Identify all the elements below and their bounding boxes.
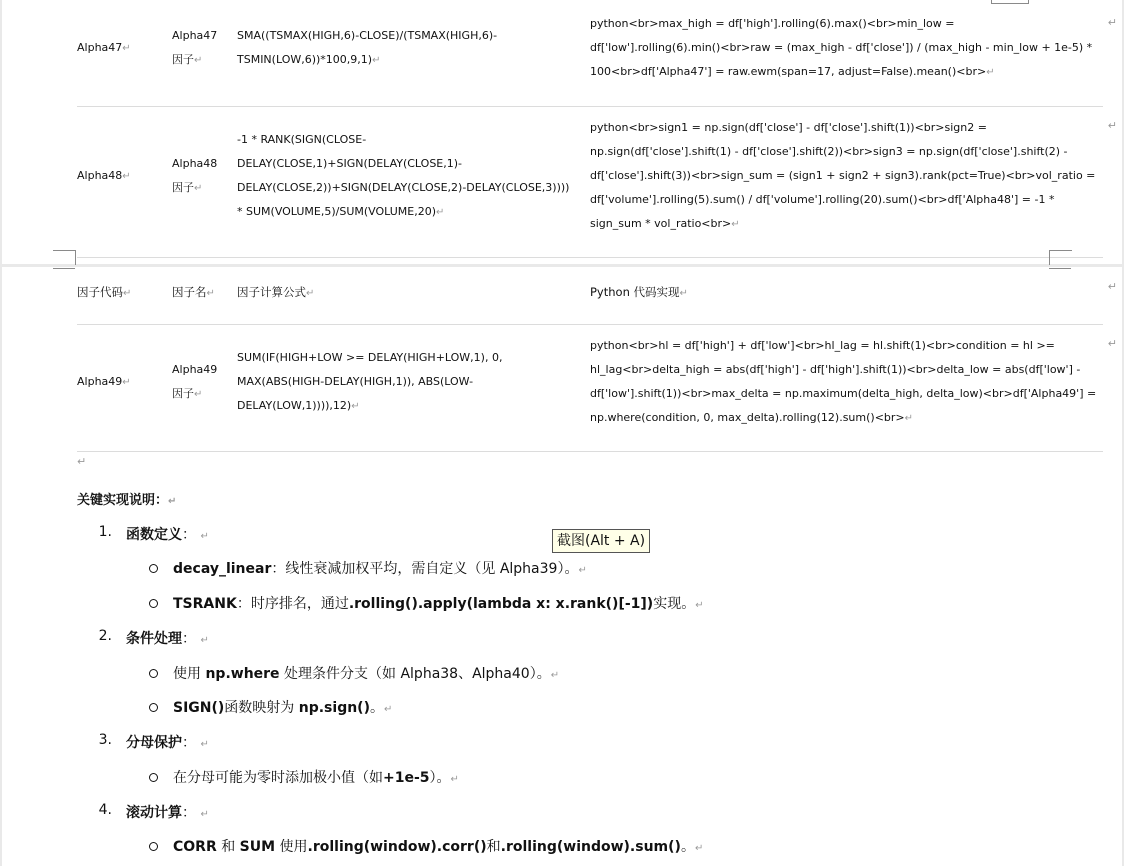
python-code-line: np.where(condition, 0, max_delta).rolling(12).sum()<br>	[590, 411, 905, 424]
list-item: 条件处理： ↵	[126, 631, 209, 647]
python-code-line: python<br>hl = df['high'] + df['low']<br>hl_lag = hl.shift(1)<br>condition = hl >=	[590, 339, 1055, 352]
bullet-circle-icon	[149, 842, 158, 851]
list-item: SIGN()函数映射为 np.sign()。↵	[173, 700, 393, 716]
page-corner-marker	[53, 250, 76, 265]
header-formula: 因子计算公式	[237, 285, 306, 299]
python-code-line: python<br>sign1 = np.sign(df['close'] - df['close'].shift(1))<br>sign2 =	[590, 121, 987, 134]
list-number: 3.	[98, 732, 112, 748]
list-number: 4.	[98, 802, 112, 818]
python-code-line: hl_lag<br>delta_high = abs(df['high'] - df['high'].shift(1))<br>delta_low = abs(df['low'] -	[590, 363, 1081, 376]
header-python: Python 代码实现	[590, 285, 680, 299]
list-item: decay_linear：线性衰减加权平均，需自定义（见 Alpha39）。↵	[173, 561, 587, 577]
row-end-mark: ↵	[1107, 280, 1117, 293]
row-end-mark: ↵	[1107, 337, 1117, 350]
list-item: 分母保护： ↵	[126, 735, 209, 751]
list-item: 函数定义： ↵	[126, 527, 209, 543]
bullet-circle-icon	[149, 669, 158, 678]
factor-code: Alpha47	[77, 41, 123, 54]
screenshot-tooltip: 截图(Alt + A)	[552, 529, 650, 553]
factor-code: Alpha48	[77, 169, 123, 182]
paragraph-mark: ↵	[77, 455, 87, 468]
factor-formula-line: DELAY(CLOSE,2))+SIGN(DELAY(CLOSE,2)-DELAY(CLOSE,3))))	[237, 181, 570, 194]
list-item: 在分母可能为零时添加极小值（如+1e-5）。↵	[173, 770, 459, 786]
list-number: 2.	[98, 628, 112, 644]
list-item: 使用 np.where 处理条件分支（如 Alpha38、Alpha40）。↵	[173, 666, 560, 682]
row-end-mark: ↵	[1107, 119, 1117, 132]
python-code-line: df['volume'].rolling(5).sum() / df['volume'].rolling(20).sum()<br>df['Alpha48'] = -1 *	[590, 193, 1055, 206]
factor-name: Alpha49	[172, 363, 218, 376]
factor-formula-line: MAX(ABS(HIGH-DELAY(HIGH,1)), ABS(LOW-	[237, 375, 474, 388]
bullet-circle-icon	[149, 773, 158, 782]
list-item: CORR 和 SUM 使用.rolling(window).corr()和.rolling(window).sum()。↵	[173, 839, 704, 855]
factor-formula-line: DELAY(LOW,1)))),12)	[237, 399, 352, 412]
python-code-line: np.sign(df['close'].shift(1) - df['close'].shift(2))<br>sign3 = np.sign(df['close'].shift(2) -	[590, 145, 1068, 158]
list-item: 滚动计算： ↵	[126, 805, 209, 821]
table-row: Alpha47↵ Alpha47 因子↵ SMA((TSMAX(HIGH,6)-CLOSE)/(TSMAX(HIGH,6)- TSMIN(LOW,6))*100,9,1)↵ python<br>max_high = df['high'].rolling(6).max()<br>min_low = df['low'].rolling(6).min()<br>raw = (max_high - df['close']) / (max_high - min_low + 1e-5) * 100<br>df['Alpha47'] = raw.ewm(span=17, adjust=False).mean()<br>↵ ↵	[77, 0, 1103, 107]
document-page-1	[2, 0, 1122, 264]
table-row: Alpha48↵ Alpha48 因子↵ -1 * RANK(SIGN(CLOSE- DELAY(CLOSE,1)+SIGN(DELAY(CLOSE,1)- DELAY(CLOSE,2))+SIGN(DELAY(CLOSE,2)-DELAY(CLOSE,3)))) * SUM(VOLUME,5)/SUM(VOLUME,20)↵ python<br>sign1 = np.sign(df['close'] - df['close'].shift(1))<br>sign2 = np.sign(df['close'].shift(1) - df['close'].shift(2))<br>sign3 = np.sign(df['close'].shift(2) - df['close'].shift(3))<br>sign_sum = (sign1 + sign2 + sign3).rank(pct=True)<br>vol_ratio = df['volume'].rolling(5).sum() / df['volume'].rolling(20).sum()<br>df['Alpha48'] = -1 * sign_sum * vol_ratio<br>↵ ↵	[77, 107, 1103, 258]
notes-heading: 关键实现说明：	[77, 493, 169, 508]
factor-formula-line: * SUM(VOLUME,5)/SUM(VOLUME,20)	[237, 205, 437, 218]
document-page-2: 因子代码↵ 因子名↵ 因子计算公式↵ Python 代码实现↵ ↵ Alpha49↵ Alpha49 因子↵ SUM(IF(HIGH+LOW >= DELAY(HIGH+LOW,1), 0, MAX(ABS(HIGH-DELAY(HIGH,1)), ABS(LOW- DELAY(LOW,1)))),12)↵ python<br>hl = df['high'] + df['low']<br>hl_lag = hl.shift(1)<br>condition = hl >= hl_lag<br>delta_high = abs(df['high'] - df['high'].shift(1))<br>delta_low = abs(df['low'] - df['low'].shift(1))<br>max_delta = np.maximum(delta_high, delta_low)<br>df['Alpha49'] = np.where(condition, 0, max_delta).rolling(12).sum()<br>↵ ↵ ↵ 关键实现说明：↵ 1. 函数定义： ↵ decay_linear：线性衰减加权平均，需自定义（见 Alpha39）。↵ TSRANK：时序排名，通过.rolling().apply(lambda x: x.rank()[-1])实现。↵ 2. 条件处理： ↵ 使用 np.where 处理条件分支（如 Alpha38、Alpha40）。↵ SIGN()函数映射为 np.sign()。↵ 3. 分母保护： ↵ 在分母可能为零时添加极小值（如+1e-5）。↵ 4. 滚动计算： ↵ CORR 和 SUM 使用.rolling(window).corr()和.rolling(window).sum()。↵	[2, 267, 1122, 866]
list-number: 1.	[98, 524, 112, 540]
list-item: TSRANK：时序排名，通过.rolling().apply(lambda x: x.rank()[-1])实现。↵	[173, 596, 704, 612]
factor-formula-line: DELAY(CLOSE,1)+SIGN(DELAY(CLOSE,1)-	[237, 157, 463, 170]
python-code-line: df['close'].shift(3))<br>sign_sum = (sign1 + sign2 + sign3).rank(pct=True)<br>vol_ratio =	[590, 169, 1096, 182]
factor-formula-line: TSMIN(LOW,6))*100,9,1)	[237, 53, 373, 66]
bullet-circle-icon	[149, 703, 158, 712]
header-factor-code: 因子代码	[77, 285, 123, 299]
row-end-mark: ↵	[1107, 16, 1117, 29]
table-header-row: 因子代码↵ 因子名↵ 因子计算公式↵ Python 代码实现↵ ↵	[77, 267, 1103, 325]
python-code-line: python<br>max_high = df['high'].rolling(6).max()<br>min_low =	[590, 17, 955, 30]
python-code-line: df['low'].shift(1))<br>max_delta = np.maximum(delta_high, delta_low)<br>df['Alpha49'] =	[590, 387, 1097, 400]
page-corner-marker	[1049, 250, 1072, 265]
factor-formula-line: SUM(IF(HIGH+LOW >= DELAY(HIGH+LOW,1), 0,	[237, 351, 503, 364]
bullet-circle-icon	[149, 599, 158, 608]
python-code-line: 100<br>df['Alpha47'] = raw.ewm(span=17, adjust=False).mean()<br>	[590, 65, 987, 78]
factor-code: Alpha49	[77, 375, 123, 388]
page-corner-marker	[53, 267, 75, 269]
bullet-circle-icon	[149, 564, 158, 573]
table-row: Alpha49↵ Alpha49 因子↵ SUM(IF(HIGH+LOW >= DELAY(HIGH+LOW,1), 0, MAX(ABS(HIGH-DELAY(HIGH,1)), ABS(LOW- DELAY(LOW,1)))),12)↵ python<br>hl = df['high'] + df['low']<br>hl_lag = hl.shift(1)<br>condition = hl >= hl_lag<br>delta_high = abs(df['high'] - df['high'].shift(1))<br>delta_low = abs(df['low'] - df['low'].shift(1))<br>max_delta = np.maximum(delta_high, delta_low)<br>df['Alpha49'] = np.where(condition, 0, max_delta).rolling(12).sum()<br>↵ ↵	[77, 325, 1103, 452]
python-code-line: sign_sum * vol_ratio<br>	[590, 217, 732, 230]
python-code-line: df['low'].rolling(6).min()<br>raw = (max_high - df['close']) / (max_high - min_low + 1e-5) *	[590, 41, 1093, 54]
header-factor-name: 因子名	[172, 285, 207, 299]
factor-name: Alpha48	[172, 157, 218, 170]
factor-formula-line: SMA((TSMAX(HIGH,6)-CLOSE)/(TSMAX(HIGH,6)-	[237, 29, 498, 42]
factor-name: Alpha47	[172, 29, 218, 42]
factor-formula-line: -1 * RANK(SIGN(CLOSE-	[237, 133, 367, 146]
